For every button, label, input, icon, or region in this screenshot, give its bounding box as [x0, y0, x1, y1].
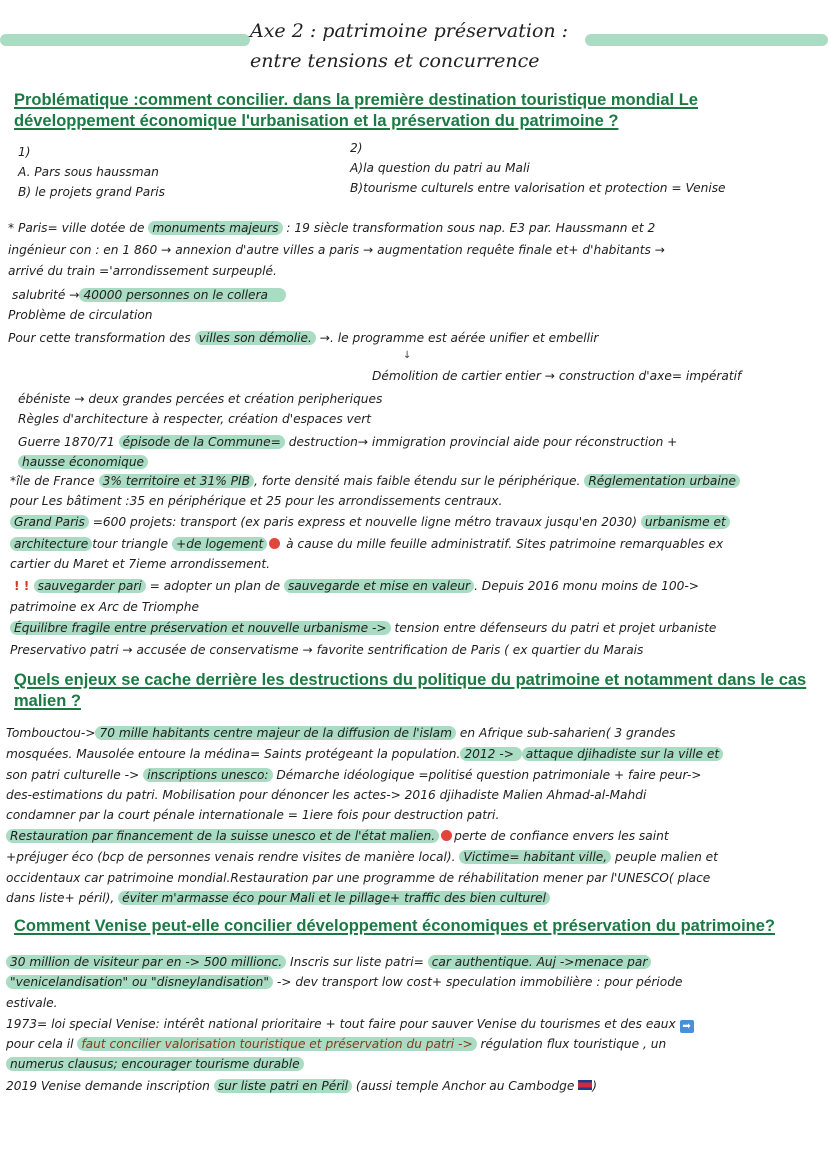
- text-line: +préjuger éco (bcp de personnes venais rendre visites de manière local). Victime= habitant ville, peuple malien et: [6, 850, 718, 864]
- text-line: Pour cette transformation des villes son démolie. →. le programme est aérée unifier et embellir: [8, 331, 599, 345]
- plan-1-b: B) le projets grand Paris: [18, 185, 165, 199]
- text-line: ébéniste → deux grandes percées et création peripheriques: [18, 392, 383, 406]
- question-3: Comment Venise peut-elle concilier développement économiques et préservation du patrimoine?: [14, 917, 776, 935]
- text-line: Restauration par financement de la suisse unesco et de l'état malien. perte de confiance envers les saint: [6, 826, 669, 846]
- text-line: condamner par la court pénale internationale = 1iere fois pour destruction patri.: [6, 808, 500, 822]
- text-line: arrivé du train ='arrondissement surpeuplé.: [8, 264, 277, 278]
- text-line: Grand Paris =600 projets: transport (ex paris express et nouvelle ligne métro travaux jusqu'en 2030) urbanisme et: [10, 512, 730, 532]
- title-bar-right: [585, 34, 828, 46]
- no-entry-icon: [269, 538, 280, 549]
- text-line: "venicelandisation" ou "disneylandisation" -> dev transport low cost+ speculation immobilière : pour période: [6, 972, 683, 992]
- text-line: Problème de circulation: [8, 308, 153, 322]
- text-line: cartier du Maret et 7ieme arrondissement.: [10, 557, 270, 571]
- text-line: Preservativo patri → accusée de conservatisme → favorite sentrification de Paris ( ex quartier du Marais: [10, 643, 644, 657]
- plan-1-number: 1): [18, 145, 31, 159]
- cambodia-flag-icon: [578, 1080, 592, 1090]
- text-line: numerus clausus; encourager tourisme durable: [6, 1054, 304, 1074]
- text-line: 30 million de visiteur par en -> 500 millionc. Inscris sur liste patri= car authentique. Auj ->menace par: [6, 952, 651, 972]
- text-line: salubrité → 40000 personnes on le collera: [12, 285, 286, 305]
- text-line: pour cela il faut concilier valorisation touristique et préservation du patri -> régulation flux touristique , un: [6, 1037, 667, 1051]
- text-line: patrimoine ex Arc de Triomphe: [10, 600, 199, 614]
- text-line: pour Les bâtiment :35 en périphérique et 25 pour les arrondissements centraux.: [10, 494, 503, 508]
- plan-2-a: A)la question du patri au Mali: [350, 161, 530, 175]
- text-line: * Paris= ville dotée de monuments majeurs : 19 siècle transformation sous nap. E3 par. Haussmann et 2: [8, 221, 656, 235]
- down-arrow-icon: ↓: [403, 350, 412, 361]
- title-line-1: Axe 2 : patrimoine préservation :: [250, 20, 569, 42]
- text-line: des-estimations du patri. Mobilisation pour dénoncer les actes-> 2016 djihadiste Malien Ahmad-al-Mahdi: [6, 788, 647, 802]
- plan-1-a: A. Pars sous haussman: [18, 165, 159, 179]
- exclamation-icon: ! !: [14, 579, 34, 593]
- text-line: hausse économique: [18, 452, 148, 472]
- text-line: Équilibre fragile entre préservation et nouvelle urbanisme -> tension entre défenseurs du patri et projet urbaniste: [10, 618, 716, 638]
- text-line: 1973= loi special Venise: intérêt national prioritaire + tout faire pour sauver Venise du tourismes et des eaux ➡: [6, 1014, 694, 1034]
- text-line: *île de France 3% territoire et 31% PIB , forte densité mais faible étendu sur le périphérique. Réglementation urbaine: [10, 471, 740, 491]
- text-line: mosquées. Mausolée entoure la médina= Saints protégeant la population. 2012 -> attaque djihadiste sur la ville et: [6, 744, 723, 764]
- question-2: Quels enjeux se cache derrière les destructions du politique du patrimoine et notamment dans le cas malien ?: [14, 671, 807, 710]
- plan-2-b: B)tourisme culturels entre valorisation et protection = Venise: [350, 181, 726, 195]
- question-1: Problématique :comment concilier. dans la première destination touristique mondial Le développement économique l'urbanisation et la préservation du patrimoine ?: [14, 91, 698, 130]
- plan-2-number: 2): [350, 141, 363, 155]
- text-line: dans liste+ péril), éviter m'armasse éco pour Mali et le pillage+ traffic des bien culturel: [6, 888, 550, 908]
- page-title: [250, 16, 590, 76]
- text-line: son patri culturelle -> inscriptions unesco: Démarche idéologique =politisé question patrimoniale + faire peur->: [6, 768, 702, 782]
- text-line: Règles d'architecture à respecter, création d'espaces vert: [18, 412, 372, 426]
- right-arrow-icon: ➡: [680, 1020, 694, 1033]
- text-line: estivale.: [6, 996, 58, 1010]
- text-line: Tombouctou-> 70 mille habitants centre majeur de la diffusion de l'islam en Afrique sub-saharien( 3 grandes: [6, 726, 676, 740]
- text-line: ingénieur con : en 1 860 → annexion d'autre villes a paris → augmentation requête finale et+ d'habitants →: [8, 243, 665, 257]
- text-line: Démolition de cartier entier → construction d'axe= impératif: [372, 369, 742, 383]
- text-line: architecture tour triangle +de logement à cause du mille feuille administratif. Sites patrimoine remarquables ex: [10, 534, 723, 554]
- title-line-2: entre tensions et concurrence: [250, 50, 540, 72]
- text-line: Guerre 1870/71 épisode de la Commune= destruction→ immigration provincial aide pour réconstruction +: [18, 435, 678, 449]
- title-bar-left: [0, 34, 250, 46]
- text-line: 2019 Venise demande inscription sur liste patri en Péril (aussi temple Anchor au Cambodge ): [6, 1079, 597, 1093]
- text-line: occidentaux car patrimoine mondial.Restauration par une programme de réhabilitation mener par l'UNESCO( place: [6, 871, 711, 885]
- no-entry-icon: [441, 830, 452, 841]
- text-line: ! ! sauvegarder pari = adopter un plan de sauvegarde et mise en valeur . Depuis 2016 monu moins de 100->: [14, 579, 699, 593]
